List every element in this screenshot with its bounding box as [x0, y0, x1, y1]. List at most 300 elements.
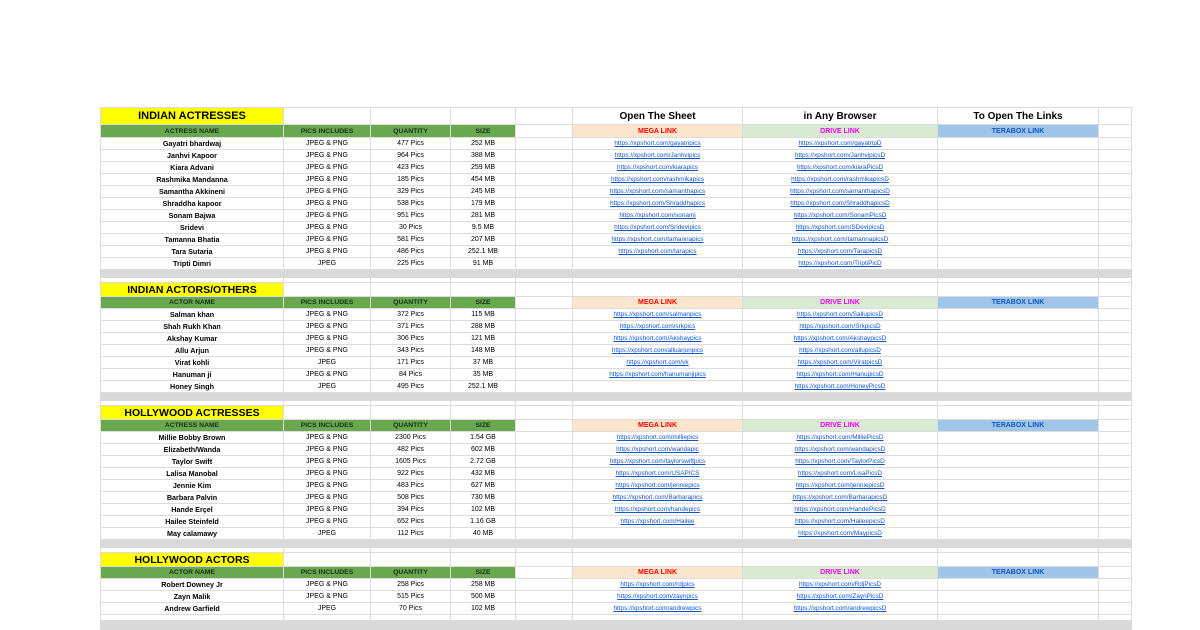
column-header-name: ACTRESS NAME — [101, 420, 284, 432]
cell-size: 258 MB — [451, 579, 516, 591]
cell-empty — [371, 283, 451, 297]
cell-empty — [1099, 456, 1132, 468]
cell-pics-includes: JPEG & PNG — [284, 333, 371, 345]
table-row — [101, 369, 1132, 381]
cell-empty — [1099, 480, 1132, 492]
mega-link-cell — [573, 174, 743, 186]
column-header-drive-link: DRIVE LINK — [743, 297, 938, 309]
terabox-link-cell — [938, 222, 1099, 234]
cell-quantity: 538 Pics — [371, 198, 451, 210]
mega-link-cell — [573, 345, 743, 357]
terabox-link-cell — [938, 444, 1099, 456]
table-row — [101, 345, 1132, 357]
cell-empty — [1099, 174, 1132, 186]
drive-link[interactable]: https://xpshort.com/tamannapicsD — [791, 236, 889, 243]
mega-link[interactable]: https://xpshort.com/Akshaypics — [613, 335, 702, 342]
cell-empty — [516, 468, 573, 480]
mega-link[interactable]: https://xpshort.com/andrewpics — [613, 605, 702, 612]
cell-pics-includes: JPEG & PNG — [284, 174, 371, 186]
column-header-drive-link: DRIVE LINK — [743, 125, 938, 138]
cell-pics-includes: JPEG — [284, 357, 371, 369]
table-row — [101, 468, 1132, 480]
drive-link[interactable]: https://xpshort.com/HaileepicsD — [795, 518, 885, 525]
section-title-row — [101, 108, 1132, 125]
cell-name: Sonam Bajwa — [101, 210, 284, 222]
drive-link[interactable]: https://xpshort.com/kiaraPicsD — [796, 164, 884, 171]
cell-pics-includes: JPEG & PNG — [284, 444, 371, 456]
drive-link-cell — [743, 333, 938, 345]
mega-link-cell — [573, 579, 743, 591]
mega-link[interactable]: https://xpshort.com/gayatripics — [614, 140, 701, 147]
section-title: HOLLYWOOD ACTORS — [101, 553, 284, 567]
column-header-drive-link: DRIVE LINK — [743, 567, 938, 579]
cell-empty — [516, 174, 573, 186]
terabox-link-cell — [938, 162, 1099, 174]
cell-empty — [1099, 369, 1132, 381]
drive-link[interactable]: https://xpshort.com/rashmikapicsD — [791, 176, 889, 183]
drive-link[interactable]: https://xpshort.com/andrewpicsD — [793, 605, 887, 612]
drive-link-cell — [743, 150, 938, 162]
mega-link-cell — [573, 381, 743, 393]
terabox-link-cell — [938, 246, 1099, 258]
cell-empty — [743, 553, 938, 567]
cell-empty — [516, 381, 573, 393]
mega-link[interactable]: https://xpshort.com/hanumanjipics — [609, 371, 706, 378]
drive-link[interactable]: https://xpshort.com/SonamPicsD — [793, 212, 887, 219]
cell-size: 115 MB — [451, 309, 516, 321]
section-title-row — [101, 553, 1132, 567]
cell-empty — [516, 420, 573, 432]
cell-empty — [1099, 125, 1132, 138]
drive-link[interactable]: https://xpshort.com/samanthapicsD — [790, 188, 890, 195]
drive-link[interactable]: https://xpshort.com/allupicsD — [799, 347, 881, 354]
cell-empty — [516, 297, 573, 309]
mega-link-cell — [573, 468, 743, 480]
column-header-name: ACTOR NAME — [101, 297, 284, 309]
cell-name: Lalisa Manobal — [101, 468, 284, 480]
mega-link[interactable]: https://xpshort.com/milliepics — [616, 434, 699, 441]
cell-size: 730 MB — [451, 492, 516, 504]
cell-empty — [1099, 162, 1132, 174]
cell-empty — [1099, 381, 1132, 393]
drive-link[interactable]: https://xpshort.com/MilliePicsD — [796, 434, 884, 441]
cell-empty — [284, 406, 371, 420]
cell-pics-includes: JPEG & PNG — [284, 150, 371, 162]
cell-empty — [516, 516, 573, 528]
mega-link[interactable]: https://xpshort.com/Barbarapics — [612, 494, 703, 501]
section-title-row — [101, 406, 1132, 420]
cell-quantity: 508 Pics — [371, 492, 451, 504]
cell-size: 454 MB — [451, 174, 516, 186]
cell-size: 500 MB — [451, 591, 516, 603]
column-header-quantity: QUANTITY — [371, 297, 451, 309]
cell-empty — [1099, 528, 1132, 540]
terabox-link-cell — [938, 138, 1099, 150]
cell-size: 102 MB — [451, 504, 516, 516]
section-title: HOLLYWOOD ACTRESSES — [101, 406, 284, 420]
table-row — [101, 258, 1132, 270]
column-header-size: SIZE — [451, 125, 516, 138]
table-row — [101, 492, 1132, 504]
cell-empty — [743, 406, 938, 420]
cell-size: 207 MB — [451, 234, 516, 246]
terabox-link-cell — [938, 468, 1099, 480]
cell-quantity: 185 Pics — [371, 174, 451, 186]
cell-empty — [516, 444, 573, 456]
cell-empty — [938, 406, 1099, 420]
cell-empty — [573, 283, 743, 297]
mega-link[interactable]: https://xpshort.com/wandapic — [616, 446, 699, 453]
cell-name: Sridevi — [101, 222, 284, 234]
terabox-link-cell — [938, 210, 1099, 222]
cell-name: Allu Arjun — [101, 345, 284, 357]
mega-link[interactable]: https://xpshort.com/rashmikapics — [610, 176, 705, 183]
drive-link-cell — [743, 504, 938, 516]
drive-link[interactable]: https://xpshort.com/jenniepicsD — [795, 482, 885, 489]
cell-size: 432 MB — [451, 468, 516, 480]
table-row — [101, 246, 1132, 258]
drive-link-cell — [743, 528, 938, 540]
drive-link[interactable]: https://xpshort.com/LisaPicsD — [797, 470, 883, 477]
column-header-quantity: QUANTITY — [371, 420, 451, 432]
cell-quantity: 515 Pics — [371, 591, 451, 603]
drive-link-cell — [743, 603, 938, 615]
mega-link[interactable]: https://xpshort.com/tamannapics — [611, 236, 704, 243]
cell-empty — [516, 406, 573, 420]
drive-link[interactable]: https://xpshort.com/HanupicsD — [796, 371, 884, 378]
mega-link[interactable]: https://xpshort.com/jenniepics — [615, 482, 700, 489]
cell-name: Salman khan — [101, 309, 284, 321]
cell-quantity: 964 Pics — [371, 150, 451, 162]
cell-pics-includes: JPEG & PNG — [284, 222, 371, 234]
cell-pics-includes: JPEG & PNG — [284, 504, 371, 516]
column-header-pics-includes: PICS INCLUDES — [284, 420, 371, 432]
cell-quantity: 652 Pics — [371, 516, 451, 528]
cell-empty — [371, 553, 451, 567]
cell-empty — [1099, 309, 1132, 321]
cell-empty — [1099, 333, 1132, 345]
cell-name: Shraddha kapoor — [101, 198, 284, 210]
cell-size: 40 MB — [451, 528, 516, 540]
terabox-link-cell — [938, 345, 1099, 357]
mega-link[interactable]: https://xpshort.com/taylorswiftpics — [609, 458, 706, 465]
mega-link[interactable]: https://xpshort.com/alluarjunpics — [611, 347, 704, 354]
drive-link[interactable]: https://xpshort.com/SallupicsD — [797, 311, 883, 318]
drive-link[interactable]: https://xpshort.com/BarbarapicsD — [792, 494, 888, 501]
mega-link[interactable]: https://xpshort.com/rdjpics — [620, 581, 695, 588]
cell-empty — [1099, 138, 1132, 150]
cell-pics-includes: JPEG & PNG — [284, 198, 371, 210]
cell-name: Samantha Akkineni — [101, 186, 284, 198]
cell-name: Jennie Kim — [101, 480, 284, 492]
cell-size: 259 MB — [451, 162, 516, 174]
cell-empty — [938, 283, 1099, 297]
cell-quantity: 343 Pics — [371, 345, 451, 357]
drive-link[interactable]: https://xpshort.com/AkshaypicsD — [793, 335, 887, 342]
mega-link[interactable]: https://xpshort.com/Janhvipics — [614, 152, 701, 159]
cell-name: Andrew Garfield — [101, 603, 284, 615]
column-header-pics-includes: PICS INCLUDES — [284, 567, 371, 579]
mega-link[interactable]: https://xpshort.com/vk — [626, 359, 689, 366]
cell-size: 35 MB — [451, 369, 516, 381]
cell-name: Tripti Dimri — [101, 258, 284, 270]
drive-link[interactable]: https://xpshort.com/gayatripD — [798, 140, 882, 147]
cell-empty — [1099, 516, 1132, 528]
table-row — [101, 528, 1132, 540]
cell-empty — [516, 108, 573, 125]
cell-quantity: 30 Pics — [371, 222, 451, 234]
terabox-link-cell — [938, 456, 1099, 468]
table-row — [101, 444, 1132, 456]
cell-pics-includes: JPEG & PNG — [284, 591, 371, 603]
cell-empty — [516, 567, 573, 579]
cell-empty — [1099, 297, 1132, 309]
mega-link-cell — [573, 591, 743, 603]
cell-quantity: 306 Pics — [371, 333, 451, 345]
mega-link[interactable]: https://xpshort.com/handepics — [615, 506, 700, 513]
drive-link-cell — [743, 456, 938, 468]
cell-name: Virat kohli — [101, 357, 284, 369]
terabox-link-cell — [938, 591, 1099, 603]
cell-size: 388 MB — [451, 150, 516, 162]
cell-quantity: 477 Pics — [371, 138, 451, 150]
cell-empty — [1099, 579, 1132, 591]
cell-empty — [516, 553, 573, 567]
banner-label: in Any Browser — [743, 108, 938, 125]
drive-link[interactable]: https://xpshort.com/RdjPicsD — [798, 581, 882, 588]
cell-pics-includes: JPEG & PNG — [284, 162, 371, 174]
drive-link[interactable]: https://xpshort.com/JanhvipicsD — [794, 152, 886, 159]
mega-link-cell — [573, 321, 743, 333]
mega-link[interactable]: https://xpshort.com/Sridevipics — [614, 224, 701, 231]
cell-name: Kiara Advani — [101, 162, 284, 174]
drive-link-cell — [743, 432, 938, 444]
cell-empty — [1099, 246, 1132, 258]
drive-link[interactable]: https://xpshort.com/SDevipicsD — [795, 224, 885, 231]
mega-link[interactable]: https://xpshort.com/salmanpics — [613, 311, 702, 318]
separator-band — [101, 621, 1132, 630]
cell-empty — [371, 406, 451, 420]
mega-link[interactable]: https://xpshort.com/Hailee — [620, 518, 695, 525]
cell-empty — [1099, 406, 1132, 420]
drive-link[interactable]: https://xpshort.com/TaylorPicsD — [795, 458, 885, 465]
cell-empty — [516, 222, 573, 234]
cell-size: 252.1 MB — [451, 381, 516, 393]
cell-empty — [938, 553, 1099, 567]
column-header-terabox-link: TERABOX LINK — [938, 420, 1099, 432]
drive-link-cell — [743, 591, 938, 603]
cell-pics-includes: JPEG & PNG — [284, 492, 371, 504]
cell-empty — [371, 108, 451, 125]
drive-link-cell — [743, 321, 938, 333]
drive-link[interactable]: https://xpshort.com/ZaynPicsD — [796, 593, 884, 600]
table-row — [101, 357, 1132, 369]
column-header-pics-includes: PICS INCLUDES — [284, 297, 371, 309]
cell-empty — [1099, 210, 1132, 222]
mega-link-cell — [573, 456, 743, 468]
cell-pics-includes: JPEG & PNG — [284, 369, 371, 381]
table-row — [101, 591, 1132, 603]
drive-link[interactable]: https://xpshort.com/SrkpicsD — [799, 323, 881, 330]
drive-link[interactable]: https://xpshort.com/ViratpicsD — [797, 359, 883, 366]
column-header-size: SIZE — [451, 567, 516, 579]
cell-empty — [516, 138, 573, 150]
drive-link[interactable]: https://xpshort.com/HandePicsD — [794, 506, 886, 513]
cell-quantity: 423 Pics — [371, 162, 451, 174]
cell-name: Elizabeth/Wanda — [101, 444, 284, 456]
cell-name: Janhvi Kapoor — [101, 150, 284, 162]
drive-link-cell — [743, 246, 938, 258]
cell-name: Honey Singh — [101, 381, 284, 393]
cell-quantity: 112 Pics — [371, 528, 451, 540]
section-title: INDIAN ACTRESSES — [101, 108, 284, 125]
drive-link[interactable]: https://xpshort.com/HoneyPicsD — [794, 383, 886, 390]
drive-link-cell — [743, 444, 938, 456]
cell-quantity: 486 Pics — [371, 246, 451, 258]
section-separator-row — [101, 540, 1132, 548]
mega-link[interactable]: https://xpshort.com/srkpics — [619, 323, 696, 330]
mega-link[interactable]: https://xpshort.com/USAPICS — [615, 470, 700, 477]
cell-quantity: 483 Pics — [371, 480, 451, 492]
drive-link-cell — [743, 480, 938, 492]
mega-link-cell — [573, 198, 743, 210]
mega-link-cell — [573, 480, 743, 492]
drive-link[interactable]: https://xpshort.com/TarapicsD — [797, 248, 883, 255]
terabox-link-cell — [938, 504, 1099, 516]
cell-empty — [1099, 198, 1132, 210]
drive-link[interactable]: https://xpshort.com/MaypicsD — [798, 530, 882, 537]
mega-link[interactable]: https://xpshort.com/kiarapics — [617, 164, 698, 171]
drive-link[interactable]: https://xpshort.com/TriptiPicD — [798, 260, 882, 267]
cell-pics-includes: JPEG & PNG — [284, 309, 371, 321]
cell-pics-includes: JPEG & PNG — [284, 210, 371, 222]
terabox-link-cell — [938, 603, 1099, 615]
column-header-name: ACTOR NAME — [101, 567, 284, 579]
mega-link-cell — [573, 603, 743, 615]
cell-pics-includes: JPEG — [284, 258, 371, 270]
cell-empty — [516, 432, 573, 444]
cell-empty — [1099, 591, 1132, 603]
mega-link[interactable]: https://xpshort.com/zaynpics — [617, 593, 698, 600]
cell-empty — [516, 198, 573, 210]
drive-link[interactable]: https://xpshort.com/ShraddhapicsD — [790, 200, 890, 207]
cell-name: Hande Erçel — [101, 504, 284, 516]
mega-link-cell — [573, 222, 743, 234]
cell-empty — [1099, 186, 1132, 198]
column-header-name: ACTRESS NAME — [101, 125, 284, 138]
mega-link[interactable]: https://xpshort.com/Shraddhapics — [610, 200, 705, 207]
cell-empty — [516, 528, 573, 540]
cell-size: 288 MB — [451, 321, 516, 333]
table-row — [101, 138, 1132, 150]
terabox-link-cell — [938, 492, 1099, 504]
drive-link-cell — [743, 309, 938, 321]
cell-empty — [516, 333, 573, 345]
mega-link[interactable]: https://xpshort.com/tarapics — [618, 248, 697, 255]
cell-empty — [516, 369, 573, 381]
cell-name: Rashmika Mandanna — [101, 174, 284, 186]
cell-size: 179 MB — [451, 198, 516, 210]
terabox-link-cell — [938, 579, 1099, 591]
drive-link-cell — [743, 138, 938, 150]
cell-empty — [743, 283, 938, 297]
table-row — [101, 456, 1132, 468]
section-separator-row — [101, 270, 1132, 278]
cell-empty — [1099, 357, 1132, 369]
cell-pics-includes: JPEG & PNG — [284, 516, 371, 528]
table-row — [101, 516, 1132, 528]
terabox-link-cell — [938, 234, 1099, 246]
mega-link[interactable]: https://xpshort.com/samanthapics — [609, 188, 706, 195]
mega-link-cell — [573, 357, 743, 369]
cell-pics-includes: JPEG — [284, 528, 371, 540]
mega-link-cell — [573, 492, 743, 504]
cell-quantity: 258 Pics — [371, 579, 451, 591]
drive-link[interactable]: https://xpshort.com/wandapicsD — [794, 446, 886, 453]
mega-link-cell — [573, 162, 743, 174]
cell-empty — [573, 406, 743, 420]
section-separator-row — [101, 393, 1132, 401]
cell-size: 627 MB — [451, 480, 516, 492]
column-header-row — [101, 567, 1132, 579]
column-header-quantity: QUANTITY — [371, 567, 451, 579]
cell-empty — [516, 345, 573, 357]
cell-quantity: 495 Pics — [371, 381, 451, 393]
mega-link-cell — [573, 186, 743, 198]
terabox-link-cell — [938, 150, 1099, 162]
terabox-link-cell — [938, 198, 1099, 210]
table-row — [101, 198, 1132, 210]
cell-pics-includes: JPEG & PNG — [284, 456, 371, 468]
cell-name: Barbara Palvin — [101, 492, 284, 504]
cell-pics-includes: JPEG & PNG — [284, 432, 371, 444]
section-title-row — [101, 283, 1132, 297]
terabox-link-cell — [938, 480, 1099, 492]
cell-empty — [516, 162, 573, 174]
mega-link[interactable]: https://xpshort.com/sonamj — [619, 212, 696, 219]
table-row — [101, 579, 1132, 591]
cell-pics-includes: JPEG & PNG — [284, 468, 371, 480]
column-header-mega-link: MEGA LINK — [573, 420, 743, 432]
cell-empty — [516, 321, 573, 333]
drive-link-cell — [743, 222, 938, 234]
terabox-link-cell — [938, 381, 1099, 393]
table-row — [101, 381, 1132, 393]
cell-quantity: 1605 Pics — [371, 456, 451, 468]
cell-empty — [516, 258, 573, 270]
drive-link-cell — [743, 468, 938, 480]
cell-empty — [516, 125, 573, 138]
drive-link-cell — [743, 357, 938, 369]
cell-name: Robert Downey Jr — [101, 579, 284, 591]
cell-size: 252.1 MB — [451, 246, 516, 258]
drive-link-cell — [743, 258, 938, 270]
cell-quantity: 394 Pics — [371, 504, 451, 516]
drive-link-cell — [743, 162, 938, 174]
cell-empty — [516, 504, 573, 516]
cell-name: Hailee Steinfeld — [101, 516, 284, 528]
cell-empty — [516, 603, 573, 615]
cell-name: Zayn Malik — [101, 591, 284, 603]
mega-link-cell — [573, 258, 743, 270]
cell-size: 252 MB — [451, 138, 516, 150]
terabox-link-cell — [938, 369, 1099, 381]
cell-empty — [284, 108, 371, 125]
cell-quantity: 70 Pics — [371, 603, 451, 615]
cell-size: 281 MB — [451, 210, 516, 222]
cell-empty — [284, 283, 371, 297]
mega-link-cell — [573, 369, 743, 381]
